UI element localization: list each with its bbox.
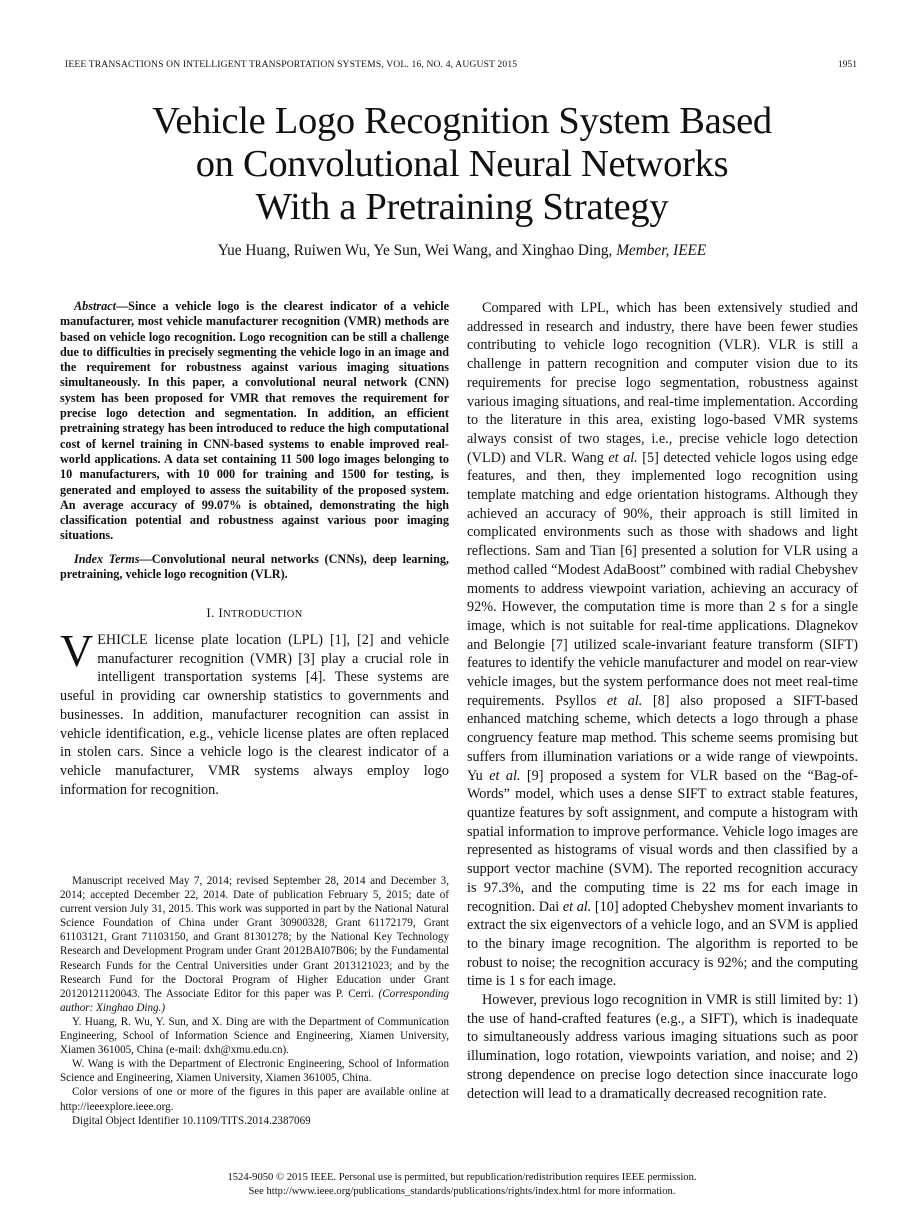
footnote-doi: Digital Object Identifier 10.1109/TITS.2014.2387069 — [72, 1114, 311, 1127]
et-al: et al. — [489, 767, 521, 784]
index-terms-label: Index Terms — [74, 551, 140, 566]
abstract-label: Abstract — [74, 299, 116, 313]
abstract — [60, 299, 449, 544]
paper-title — [80, 100, 844, 229]
related-work-text-b: [5] detected vehicle logos using edge features, and then, they implemented logo recognition using template matching and edge orientation histograms. Although they achieved an accuracy of 90%, their approach is still limited in complicated environments such as those with shadows and light reflections. Sam and Tian [6] presented a solution for VLR using a method called “Modest AdaBoost” combined with radial Chebyshev moments to address viewpoint variation, achieving an accuracy of 92%. However, the computation time is more than 2 s for a single image, which is not suitable for real-time applications. Dlagnekov and Belongie [7] utilized scale-invariant feature transform (SIFT) features to identify the vehicle manufacturer and model on rear-view vehicle images, but the system performance does not meet real-time requirements. Psyllos — [467, 449, 858, 709]
index-terms — [60, 552, 449, 583]
author-names: Yue Huang, Ruiwen Wu, Ye Sun, Wei Wang, and Xinghao Ding, — [217, 242, 613, 259]
author-membership: Member, IEEE — [616, 242, 707, 259]
footnote-manuscript-text: Manuscript received May 7, 2014; revised September 28, 2014 and December 3, 2014; accepted December 22, 2014. Date of publication February 5, 2015; date of current version July 31, 2015. This work was supported in part by the National Natural Science Foundation of China under Grant 30900328, Grant 61172179, Grant 61103121, Grant 71103150, and Grant 81301278; by the National Key Technology Research and Development Program under Grant 2012BAI07B06; by the Fundamental Research Funds for the Central Universities under Grant 2013121023; and by the Research Fund for the Doctoral Program of Higher Education under Grant 20120121120043. The Associate Editor for this paper was P. Cerri. — [60, 875, 449, 1000]
et-al: et al. — [562, 898, 592, 915]
running-header-journal: IEEE TRANSACTIONS ON INTELLIGENT TRANSPORTATION SYSTEMS, VOL. 16, NO. 4, AUGUST 2015 — [65, 59, 518, 70]
footnote-affiliation-1: Y. Huang, R. Wu, Y. Sun, and X. Ding are with the Department of Communication Engineering, School of Information Science and Engineering, Xiamen University, Xiamen 361005, China (e-mail: dxh@xmu.edu.cn). — [60, 1015, 449, 1057]
section-first-letter: I — [218, 605, 224, 621]
footnote-color-note: Color versions of one or more of the figures in this paper are available online at http://ieeexplore.ieee.org. — [60, 1086, 449, 1113]
author-list — [60, 242, 864, 260]
title-line-3: With a Pretraining Strategy — [255, 186, 669, 228]
left-column — [60, 299, 449, 799]
introduction-paragraph — [60, 625, 449, 799]
right-column — [467, 299, 858, 1103]
title-line-1: Vehicle Logo Recognition System Based — [152, 100, 772, 142]
drop-cap: V — [60, 625, 94, 677]
limitations-paragraph: However, previous logo recognition in VMR is still limited by: 1) the use of hand-crafted features (e.g., a SIFT), which is inadequate to simultaneously address various imaging situations such as poor illumination, logo rotation, viewpoints variation, and noise; and 2) strong dependence on precise logo detection since inaccurate logo detection will lead to a dramatically decreased recognition rate. — [467, 992, 858, 1102]
section-title-rest: NTRODUCTION — [223, 609, 303, 621]
title-line-2: on Convolutional Neural Networks — [195, 143, 729, 185]
section-numeral: I. — [206, 605, 219, 621]
footnote-manuscript — [60, 874, 449, 1015]
footnote-affiliation-2: W. Wang is with the Department of Electronic Engineering, School of Information Science and Engineering, Xiamen University, Xiamen 361005, China. — [60, 1058, 449, 1085]
copyright-line-2: See http://www.ieee.org/publications_standards/publications/rights/index.html for more information. — [248, 1186, 676, 1197]
running-header-page-number: 1951 — [837, 59, 857, 70]
index-terms-text: —Convolutional neural networks (CNNs), deep learning, pretraining, vehicle logo recognition (VLR). — [60, 551, 449, 582]
et-al: et al. — [606, 692, 643, 709]
related-work-text-d: [9] proposed a system for VLR based on the “Bag-of-Words” model, which uses a dense SIFT to extract stable features, quantize features by soft assignment, and compute a histogram with spatial information to improve performance. Vehicle logo images are represented as histograms of visual words and then classified by a support vector machine (SVM). The reported recognition accuracy is 97.3%, and the computing time is 22 ms for each image in recognition. Dai — [467, 767, 858, 915]
copyright-footer — [60, 1171, 864, 1199]
copyright-line-1: 1524-9050 © 2015 IEEE. Personal use is permitted, but republication/redistribution requires IEEE permission. — [227, 1172, 697, 1183]
footnote-corresponding-author: (Corresponding author: Xinghao Ding.) — [60, 987, 450, 1014]
et-al: et al. — [608, 449, 638, 466]
related-work-text-a: Compared with LPL, which has been extensively studied and addressed in research and industry, there have been fewer studies contributing to vehicle logo recognition (VLR). VLR is still a challenge in pattern recognition and computer vision due to its requirements for precise logo segmentation, robustness against various imaging situations, and real-time implementation. According to the literature in this area, existing logo-based VMR systems always consist of two stages, i.e., precise vehicle logo detection (VLD) and VLR. Wang — [467, 300, 858, 466]
abstract-text: —Since a vehicle logo is the clearest indicator of a vehicle manufacturer, most vehicle manufacturer recognition (VMR) methods are based on vehicle logo recognition. Logo recognition can be still a challenge due to difficulties in precisely segmenting the vehicle logo in an image and the requirement for robustness against various imaging situations simultaneously. In this paper, a convolutional neural network (CNN) system has been proposed for VMR that removes the requirement for precise logo detection and segmentation. In addition, an efficient pretraining strategy has been introduced to reduce the high computational cost of kernel training in CNN-based systems to enable improved real-world applications. A data set containing 11 500 logo images belonging to 10 manufacturers, with 10 000 for training and 1500 for testing, is generated and employed to assess the suitability of the proposed system. An average accuracy of 99.07% is obtained, demonstrating the high classification potential and robustness against various poor imaging situations. — [60, 299, 449, 543]
introduction-text: EHICLE license plate location (LPL) [1], [2] and vehicle manufacturer recognition (VMR) [3] play a crucial role in intelligent transportation systems [4]. These systems are useful in providing car ownership statistics to governments and businesses. In addition, manufacturer recognition can assist in vehicle identification, e.g., vehicle license plates are often replaced in stolen cars. Since a vehicle logo is the clearest indicator of a vehicle manufacturer, VMR systems always employ logo information for recognition. — [60, 632, 449, 798]
related-work-text-c: [8] also proposed a SIFT-based enhanced matching scheme, which detects a logo through a phase congruency feature map method. This scheme seems promising but suffers from illumination variations or a wide range of viewpoints. Yu — [467, 692, 858, 784]
related-work-text-e: [10] adopted Chebyshev moment invariants to extract the six eigenvectors of a vehicle logo, and an SVM is applied to the binary image recognition. The algorithm is reported to be robust to noise; the recognition accuracy is 92%; and the computing time is 1 s for each image. — [467, 898, 858, 990]
section-heading-introduction — [60, 604, 449, 625]
first-page-footnote — [60, 874, 449, 1128]
related-work-paragraph — [467, 299, 858, 991]
